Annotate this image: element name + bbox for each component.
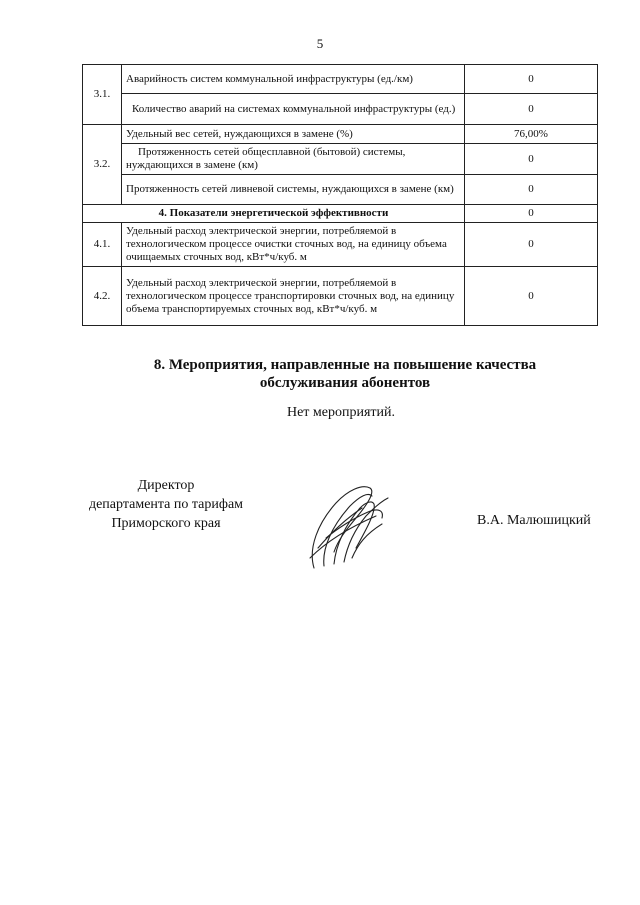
signatory-title-line: департамента по тарифам xyxy=(88,497,244,512)
row-number: 4.2. xyxy=(83,267,122,326)
no-measures-text: Нет мероприятий. xyxy=(286,405,396,420)
table-row xyxy=(83,205,598,223)
section-title: 4. Показатели энергетической эффективности xyxy=(83,205,465,223)
indicator-value: 0 xyxy=(465,175,598,205)
indicator-description: Аварийность систем коммунальной инфраструктуры (ед./км) xyxy=(122,65,465,94)
section-heading xyxy=(0,356,640,392)
table-row xyxy=(83,267,598,326)
indicator-description: Количество аварий на системах коммунальной инфраструктуры (ед.) xyxy=(122,94,465,125)
table-row xyxy=(83,125,598,144)
signatory-title-line: Директор xyxy=(137,478,195,493)
table-row xyxy=(83,175,598,205)
page-number: 5 xyxy=(316,36,324,51)
row-number: 3.2. xyxy=(83,125,122,205)
indicator-description: Удельный расход электрической энергии, потребляемой в технологическом процессе очистки сточных вод, на единицу объема очищаемых сточных вод, кВт*ч/куб. м xyxy=(122,223,465,267)
row-number: 4.1. xyxy=(83,223,122,267)
indicator-description: Удельный расход электрической энергии, потребляемой в технологическом процессе транспортировки сточных вод, на единицу объема транспортируемых сточных вод, кВт*ч/куб. м xyxy=(122,267,465,326)
signatory-title xyxy=(80,476,252,533)
indicator-value: 0 xyxy=(465,267,598,326)
indicator-value: 0 xyxy=(465,94,598,125)
indicators-table xyxy=(82,64,598,326)
signatory-name: В.А. Малюшицкий xyxy=(477,513,591,528)
section-heading-line: 8. Мероприятия, направленные на повышение качества xyxy=(153,357,537,373)
indicator-value: 0 xyxy=(465,65,598,94)
section-heading-line: обслуживания абонентов xyxy=(259,375,431,391)
indicator-value: 0 xyxy=(465,144,598,175)
signatory-title-line: Приморского края xyxy=(111,516,221,531)
handwritten-signature xyxy=(296,478,392,572)
indicator-description: Удельный вес сетей, нуждающихся в замене (%) xyxy=(122,125,465,144)
indicator-description: Протяженность сетей общесплавной (бытовой) системы, нуждающихся в замене (км) xyxy=(122,144,465,175)
indicator-value: 0 xyxy=(465,205,598,223)
table-row xyxy=(83,94,598,125)
indicator-value: 76,00% xyxy=(465,125,598,144)
indicator-value: 0 xyxy=(465,223,598,267)
indicator-description: Протяженность сетей ливневой системы, нуждающихся в замене (км) xyxy=(122,175,465,205)
table-row xyxy=(83,223,598,267)
table-row xyxy=(83,65,598,94)
table-row xyxy=(83,144,598,175)
row-number: 3.1. xyxy=(83,65,122,125)
